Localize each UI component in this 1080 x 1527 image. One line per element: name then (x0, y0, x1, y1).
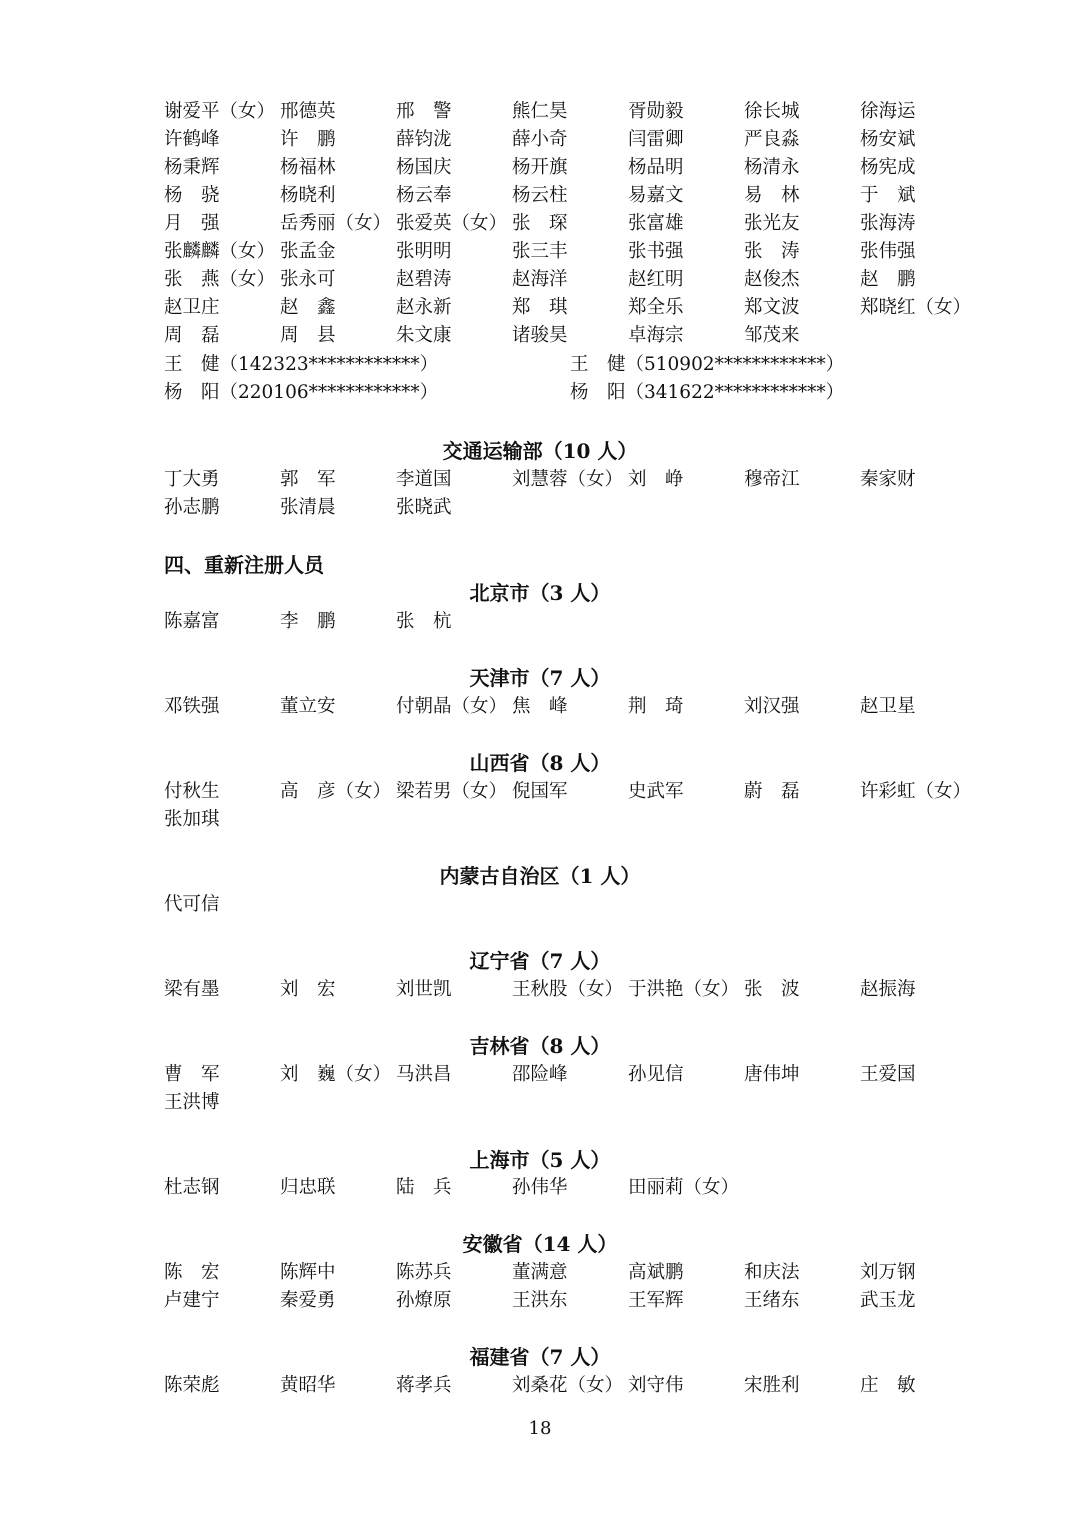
person-name: 黄昭华 (280, 1375, 336, 1396)
person-name: 张加琪 (164, 809, 220, 830)
person-name: 郑全乐 (628, 297, 684, 318)
person-name: 蔚 磊 (744, 781, 800, 802)
person-name: 郑 琪 (512, 297, 568, 318)
person-name: 周 磊 (164, 325, 220, 346)
person-name: 刘守伟 (628, 1375, 684, 1396)
person-name: 王洪博 (164, 1092, 220, 1113)
section-title: 辽宁省（7 人） (469, 949, 611, 973)
person-name: 易嘉文 (628, 185, 684, 206)
person-name: 高斌鹏 (628, 1262, 684, 1283)
person-name: 董立安 (280, 696, 336, 717)
person-name: 王绪东 (744, 1290, 800, 1311)
person-name: 王军辉 (628, 1290, 684, 1311)
person-name: 徐长城 (744, 101, 800, 122)
person-name: 赵海洋 (512, 269, 568, 290)
person-name: 赵碧涛 (396, 269, 452, 290)
person-name: 代可信 (164, 894, 220, 915)
person-name: 刘世凯 (396, 979, 452, 1000)
person-name: 董满意 (512, 1262, 568, 1283)
person-name: 杨国庆 (396, 157, 452, 178)
person-name-with-id: 杨 阳（220106************） (164, 382, 439, 403)
person-name: 杨晓利 (280, 185, 336, 206)
person-name: 杨清永 (744, 157, 800, 178)
person-name: 张孟金 (280, 241, 336, 262)
section-title: 福建省（7 人） (469, 1345, 611, 1369)
person-name: 孙见信 (628, 1064, 684, 1085)
person-name: 郑文波 (744, 297, 800, 318)
person-name: 陈辉中 (280, 1262, 336, 1283)
person-name: 张光友 (744, 213, 800, 234)
person-name-with-id: 杨 阳（341622************） (570, 382, 845, 403)
person-name: 孙伟华 (512, 1177, 568, 1198)
person-name: 秦家财 (860, 469, 916, 490)
person-name: 赵卫庄 (164, 297, 220, 318)
person-name: 杨开旗 (512, 157, 568, 178)
person-name: 张清晨 (280, 497, 336, 518)
person-name: 杨宪成 (860, 157, 916, 178)
person-name: 张 杭 (396, 611, 452, 632)
person-name: 刘 宏 (280, 979, 336, 1000)
person-name: 薛小奇 (512, 129, 568, 150)
person-name: 刘汉强 (744, 696, 800, 717)
person-name: 许彩虹（女） (860, 781, 972, 802)
person-name: 邓铁强 (164, 696, 220, 717)
section-title: 山西省（8 人） (469, 751, 611, 775)
person-name-with-id: 王 健（142323************） (164, 354, 439, 375)
person-name: 高 彦（女） (280, 781, 392, 802)
person-name: 赵卫星 (860, 696, 916, 717)
person-name: 杨安斌 (860, 129, 916, 150)
person-name: 和庆法 (744, 1262, 800, 1283)
person-name: 马洪昌 (396, 1064, 452, 1085)
person-name: 邵险峰 (512, 1064, 568, 1085)
person-name: 丁大勇 (164, 469, 220, 490)
person-name: 谢爱平（女） (164, 101, 276, 122)
person-name: 于洪艳（女） (628, 979, 740, 1000)
person-name: 赵俊杰 (744, 269, 800, 290)
person-name: 刘万钢 (860, 1262, 916, 1283)
person-name: 赵 鹏 (860, 269, 916, 290)
person-name: 邢 警 (396, 101, 452, 122)
section-title: 交通运输部（10 人） (442, 439, 638, 463)
person-name: 张书强 (628, 241, 684, 262)
person-name: 月 强 (164, 213, 220, 234)
person-name: 张海涛 (860, 213, 916, 234)
person-name: 王秋股（女） (512, 979, 624, 1000)
section-title: 安徽省（14 人） (462, 1232, 618, 1256)
person-name: 倪国军 (512, 781, 568, 802)
person-name: 付秋生 (164, 781, 220, 802)
person-name: 杨 骁 (164, 185, 220, 206)
person-name: 郭 军 (280, 469, 336, 490)
person-name: 田丽莉（女） (628, 1177, 740, 1198)
person-name: 许鹤峰 (164, 129, 220, 150)
person-name: 刘慧蓉（女） (512, 469, 624, 490)
person-name: 史武军 (628, 781, 684, 802)
person-name: 赵永新 (396, 297, 452, 318)
person-name: 许 鹏 (280, 129, 336, 150)
person-name: 周 县 (280, 325, 336, 346)
person-name: 杨品明 (628, 157, 684, 178)
person-name: 庄 敏 (860, 1375, 916, 1396)
person-name: 闫雷卿 (628, 129, 684, 150)
person-name: 张 波 (744, 979, 800, 1000)
page-number: 18 (528, 1418, 552, 1439)
person-name: 张永可 (280, 269, 336, 290)
person-name: 陈苏兵 (396, 1262, 452, 1283)
person-name: 朱文康 (396, 325, 452, 346)
person-name: 诸骏昊 (512, 325, 568, 346)
person-name: 王爱国 (860, 1064, 916, 1085)
section-title: 吉林省（8 人） (469, 1034, 611, 1058)
person-name: 严良淼 (744, 129, 800, 150)
person-name-with-id: 王 健（510902************） (570, 354, 845, 375)
person-name: 李道国 (396, 469, 452, 490)
person-name: 杜志钢 (164, 1177, 220, 1198)
person-name: 宋胜利 (744, 1375, 800, 1396)
person-name: 杨云柱 (512, 185, 568, 206)
person-name: 付朝晶（女） (396, 696, 508, 717)
person-name: 穆帝江 (744, 469, 800, 490)
person-name: 杨秉辉 (164, 157, 220, 178)
person-name: 归忠联 (280, 1177, 336, 1198)
section-title: 上海市（5 人） (469, 1148, 611, 1172)
person-name: 张爱英（女） (396, 213, 508, 234)
person-name: 秦爱勇 (280, 1290, 336, 1311)
person-name: 梁若男（女） (396, 781, 508, 802)
person-name: 曹 军 (164, 1064, 220, 1085)
person-name: 李 鹏 (280, 611, 336, 632)
person-name: 荆 琦 (628, 696, 684, 717)
person-name: 张伟强 (860, 241, 916, 262)
person-name: 易 林 (744, 185, 800, 206)
person-name: 张麟麟（女） (164, 241, 276, 262)
person-name: 赵 鑫 (280, 297, 336, 318)
person-name: 张 燕（女） (164, 269, 276, 290)
person-name: 郑晓红（女） (860, 297, 972, 318)
person-name: 陈嘉富 (164, 611, 220, 632)
person-name: 张富雄 (628, 213, 684, 234)
person-name: 卢建宁 (164, 1290, 220, 1311)
person-name: 武玉龙 (860, 1290, 916, 1311)
person-name: 邢德英 (280, 101, 336, 122)
person-name: 梁有墨 (164, 979, 220, 1000)
person-name: 焦 峰 (512, 696, 568, 717)
person-name: 张晓武 (396, 497, 452, 518)
person-name: 孙志鹏 (164, 497, 220, 518)
person-name: 唐伟坤 (744, 1064, 800, 1085)
person-name: 陆 兵 (396, 1177, 452, 1198)
person-name: 陈 宏 (164, 1262, 220, 1283)
section-heading: 四、重新注册人员 (164, 553, 324, 577)
person-name: 岳秀丽（女） (280, 213, 392, 234)
person-name: 王洪东 (512, 1290, 568, 1311)
person-name: 张 琛 (512, 213, 568, 234)
person-name: 张三丰 (512, 241, 568, 262)
person-name: 张明明 (396, 241, 452, 262)
person-name: 于 斌 (860, 185, 916, 206)
person-name: 胥勋毅 (628, 101, 684, 122)
person-name: 邹茂来 (744, 325, 800, 346)
person-name: 刘桑花（女） (512, 1375, 624, 1396)
person-name: 赵红明 (628, 269, 684, 290)
person-name: 赵振海 (860, 979, 916, 1000)
person-name: 孙燎原 (396, 1290, 452, 1311)
person-name: 蒋孝兵 (396, 1375, 452, 1396)
person-name: 刘 巍（女） (280, 1064, 392, 1085)
person-name: 熊仁昊 (512, 101, 568, 122)
section-title: 内蒙古自治区（1 人） (439, 864, 641, 888)
person-name: 陈荣彪 (164, 1375, 220, 1396)
person-name: 卓海宗 (628, 325, 684, 346)
person-name: 徐海运 (860, 101, 916, 122)
section-title: 北京市（3 人） (469, 581, 611, 605)
section-title: 天津市（7 人） (469, 666, 611, 690)
person-name: 刘 峥 (628, 469, 684, 490)
person-name: 张 涛 (744, 241, 800, 262)
person-name: 杨福林 (280, 157, 336, 178)
person-name: 薛钧泷 (396, 129, 452, 150)
person-name: 杨云奉 (396, 185, 452, 206)
